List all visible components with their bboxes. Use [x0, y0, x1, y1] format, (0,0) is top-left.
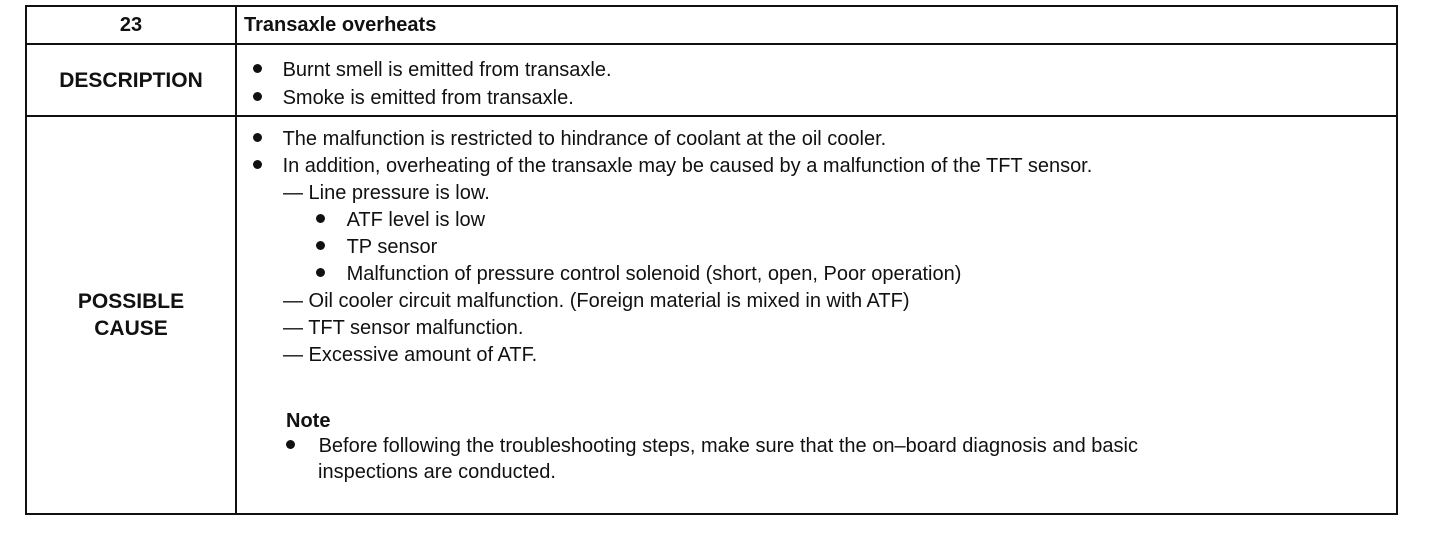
- cause-sub-item: — TFT sensor malfunction.: [283, 317, 524, 339]
- header-row: [27, 7, 1396, 45]
- bullet-icon: [286, 440, 295, 449]
- note-item: Before following the troubleshooting steps, make sure that the on–board diagnosis and basic: [286, 434, 1138, 458]
- description-item: Smoke is emitted from transaxle.: [253, 86, 574, 110]
- troubleshooting-table: [25, 5, 1398, 515]
- description-item: Burnt smell is emitted from transaxle.: [253, 58, 612, 82]
- description-content: [237, 45, 1396, 115]
- cause-sub-item: — Oil cooler circuit malfunction. (Foreign material is mixed in with ATF): [283, 290, 910, 312]
- possible-cause-label: POSSIBLE CAUSE: [27, 117, 237, 513]
- cause-sub-item: — Excessive amount of ATF.: [283, 344, 538, 366]
- line-pressure-cause: ATF level is low: [316, 208, 485, 232]
- note-item-continuation: inspections are conducted.: [318, 461, 556, 483]
- bullet-icon: [253, 133, 262, 142]
- cause-item: The malfunction is restricted to hindrance of coolant at the oil cooler.: [253, 127, 886, 151]
- bullet-icon: [316, 214, 325, 223]
- line-pressure-cause: Malfunction of pressure control solenoid (short, open, Poor operation): [316, 262, 961, 286]
- cause-item: In addition, overheating of the transaxle may be caused by a malfunction of the TFT sensor.: [253, 154, 1092, 178]
- description-label: DESCRIPTION: [27, 45, 237, 115]
- possible-cause-content: [237, 117, 1396, 513]
- possible-cause-row: [27, 117, 1396, 513]
- bullet-icon: [316, 268, 325, 277]
- item-title: Transaxle overheats: [244, 14, 437, 36]
- bullet-icon: [316, 241, 325, 250]
- line-pressure-cause: TP sensor: [316, 235, 437, 259]
- bullet-icon: [253, 160, 262, 169]
- description-row: [27, 45, 1396, 117]
- bullet-icon: [253, 92, 262, 101]
- note-heading: Note: [286, 410, 331, 432]
- bullet-icon: [253, 64, 262, 73]
- cause-sub-item: — Line pressure is low.: [283, 182, 490, 204]
- item-number: 23: [27, 7, 237, 43]
